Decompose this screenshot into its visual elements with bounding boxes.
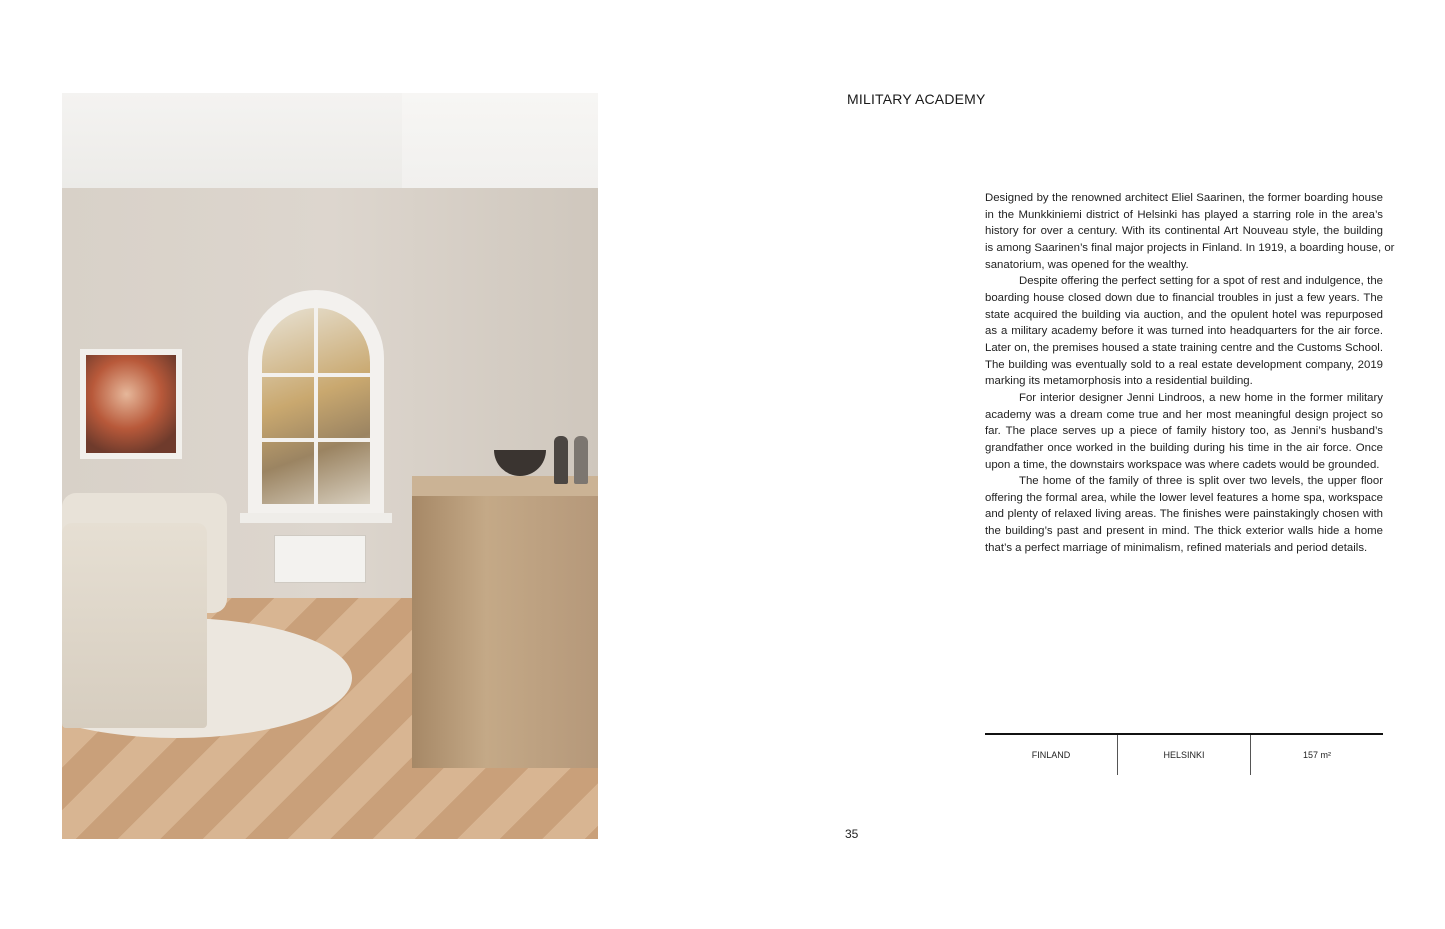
fact-country: FINLAND (1031, 750, 1071, 760)
fact-area: 157 m² (1250, 735, 1383, 775)
paragraph-line: marking its metamorphosis into a residential building. (985, 375, 1253, 388)
paragraph-line: offering the formal area, while the lower level features a home spa, workspace (985, 491, 1383, 504)
paragraph-line: Later on, the premises housed a state training centre and the Customs School. (985, 341, 1383, 354)
stone-counter (412, 476, 598, 768)
paragraph-line: that’s a perfect marriage of minimalism, refined materials and period details. (985, 541, 1368, 554)
facts-table (985, 733, 1383, 775)
page-number: 35 (845, 827, 859, 841)
paragraph-line: and plenty of relaxed living areas. The finishes were painstakingly chosen with (985, 508, 1383, 521)
paragraph-line: upon a time, the downstairs workspace was where cadets would be grounded. (985, 458, 1380, 471)
window-mullion (314, 308, 318, 504)
grinder (574, 436, 588, 484)
paragraph-line: sanatorium, was opened for the wealthy. (985, 258, 1189, 271)
paragraph-line: is among Saarinen’s final major projects in Finland. In 1919, a boarding house, or (985, 241, 1395, 254)
paragraph-line: grandfather once worked in the building during his time in the air force. Once (985, 441, 1383, 454)
fact-city: HELSINKI (1117, 735, 1250, 775)
paragraph-line: as a military academy before it was turned into headquarters for the air force. (985, 325, 1383, 338)
paragraph-line: Designed by the renowned architect Eliel Saarinen, the former boarding house (985, 192, 1383, 204)
paragraph-line: history for over a century. With its continental Art Nouveau style, the building (985, 225, 1383, 238)
paragraph-line: in the Munkkiniemi district of Helsinki has played a starring role in the area’s (985, 208, 1383, 221)
paragraph-line: The home of the family of three is split over two levels, the upper floor (1019, 475, 1383, 488)
paragraph-line: boarding house closed down due to financial troubles in just a few years. The (985, 291, 1383, 304)
window-sill (240, 513, 392, 523)
paragraph-line: far. The place serves up a piece of family history too, as Jenni’s husband’s (985, 425, 1383, 438)
window-mullion (262, 438, 370, 442)
armchair (62, 523, 207, 728)
body-text (985, 190, 1395, 556)
paragraph-line: The building was eventually sold to a real estate development company, 2019 (985, 358, 1383, 371)
paragraph-line: the building’s past and present in mind. The thick exterior walls hide a home (985, 525, 1383, 538)
section-title: MILITARY ACADEMY (847, 91, 986, 107)
grinder (554, 436, 568, 484)
window-mullion (262, 373, 370, 377)
counter-top (412, 476, 598, 496)
interior-photo (62, 93, 598, 839)
portrait-painting (86, 355, 176, 453)
radiator (274, 535, 366, 583)
paragraph-line: state acquired the building via auction, and the opulent hotel was repurposed (985, 308, 1383, 321)
paragraph-line: academy was a dream come true and her most meaningful design project so (985, 408, 1383, 421)
paragraph-line: Despite offering the perfect setting for a spot of rest and indulgence, the (1019, 275, 1383, 288)
paragraph-line: For interior designer Jenni Lindroos, a new home in the former military (1019, 391, 1383, 404)
